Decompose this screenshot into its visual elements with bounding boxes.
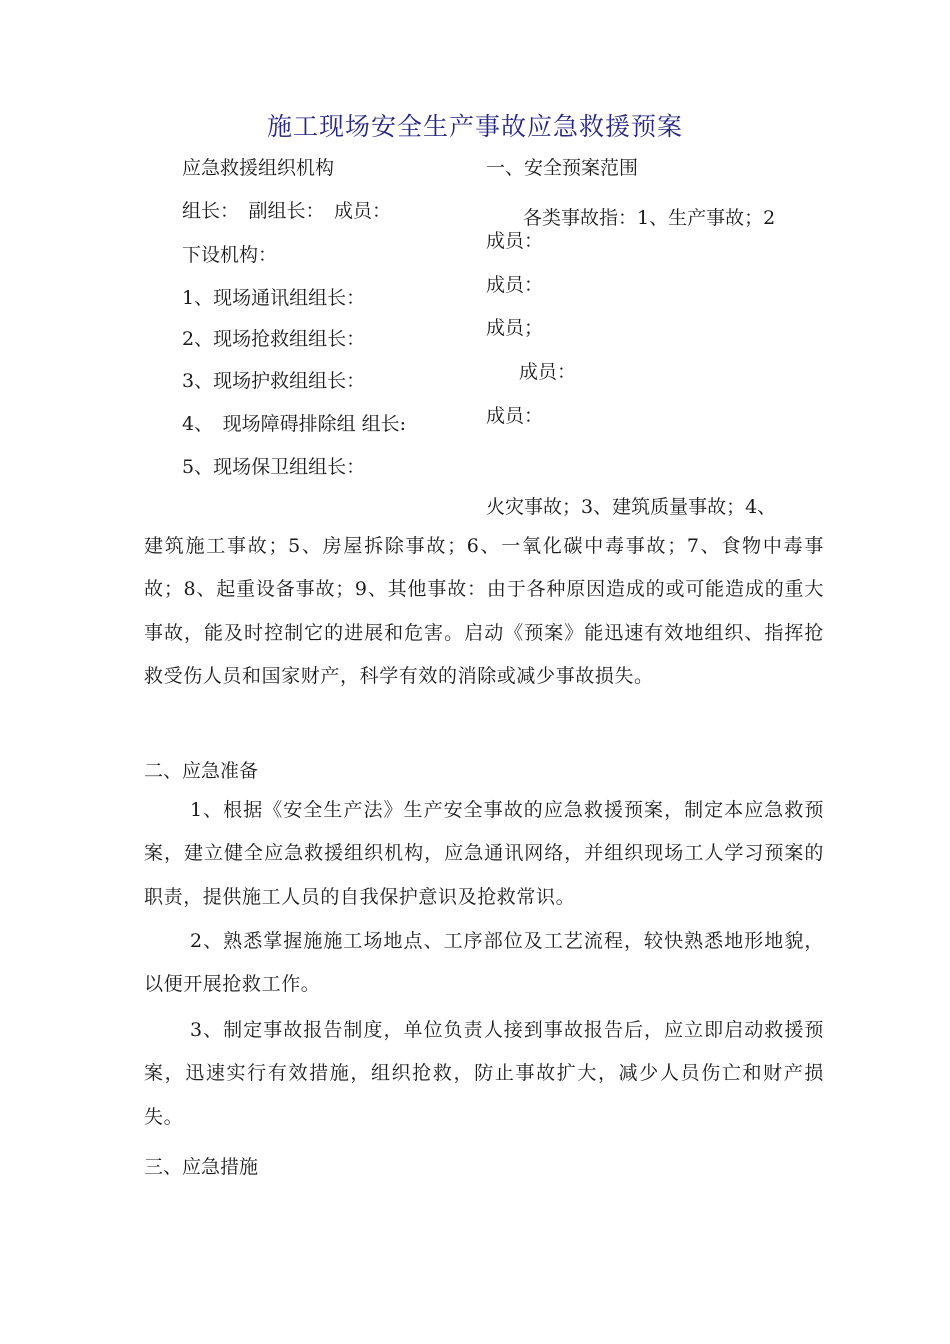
org-group-2: 2、现场抢救组组长：: [182, 328, 366, 350]
org-group-1: 1、现场通讯组组长：: [182, 287, 366, 309]
preparation-item-2: 2、熟悉掌握施施工场地点、工序部位及工艺流程，较快熟悉地形地貌，以便开展抢救工作。: [144, 930, 824, 996]
document-title: 施工现场安全生产事故应急救援预案: [266, 112, 683, 141]
preparation-heading: 二、应急准备: [144, 760, 259, 782]
measures-heading: 三、应急措施: [144, 1156, 259, 1178]
org-heading: 应急救援组织机构: [182, 157, 335, 179]
scope-heading: 一、安全预案范围: [486, 157, 639, 179]
org-sub-heading: 下设机构：: [182, 244, 278, 266]
scope-body: 建筑施工事故；5、房屋拆除事故；6、一氧化碳中毒事故；7、食物中毒事故；8、起重设备事故；9、其他事故：由于各种原因造成的或可能造成的重大事故，能及时控制它的进展和危害。启动《预案》能迅速有效地组织、指挥抢救受伤人员和国家财产，科学有效的消除或减少事故损失。: [144, 535, 824, 688]
member-label-3: 成员；: [486, 317, 544, 339]
preparation-item-3: 3、制定事故报告制度，单位负责人接到事故报告后，应立即启动救援预案，迅速实行有效措施，组织抢救，防止事故扩大，减少人员伤亡和财产损失。: [144, 1019, 824, 1128]
member-label-4: 成员：: [519, 361, 577, 383]
org-group-4: 4、 现场障碍排除组 组长:: [182, 413, 407, 435]
org-leaders: 组长： 副组长： 成员：: [182, 200, 392, 222]
member-label-5: 成员：: [486, 405, 544, 427]
scope-continued-line: 火灾事故；3、建筑质量事故；4、: [486, 496, 777, 518]
scope-first-line: 各类事故指：1、生产事故；2: [523, 207, 776, 229]
preparation-item-1: 1、根据《安全生产法》生产安全事故的应急救援预案，制定本应急救预案，建立健全应急救援组织机构，应急通讯网络，并组织现场工人学习预案的职责，提供施工人员的自我保护意识及抢救常识。: [144, 799, 824, 908]
member-label-1: 成员：: [486, 230, 544, 252]
member-label-2: 成员：: [486, 274, 544, 296]
org-group-3: 3、现场护救组组长：: [182, 370, 366, 392]
org-group-5: 5、现场保卫组组长：: [182, 456, 366, 478]
